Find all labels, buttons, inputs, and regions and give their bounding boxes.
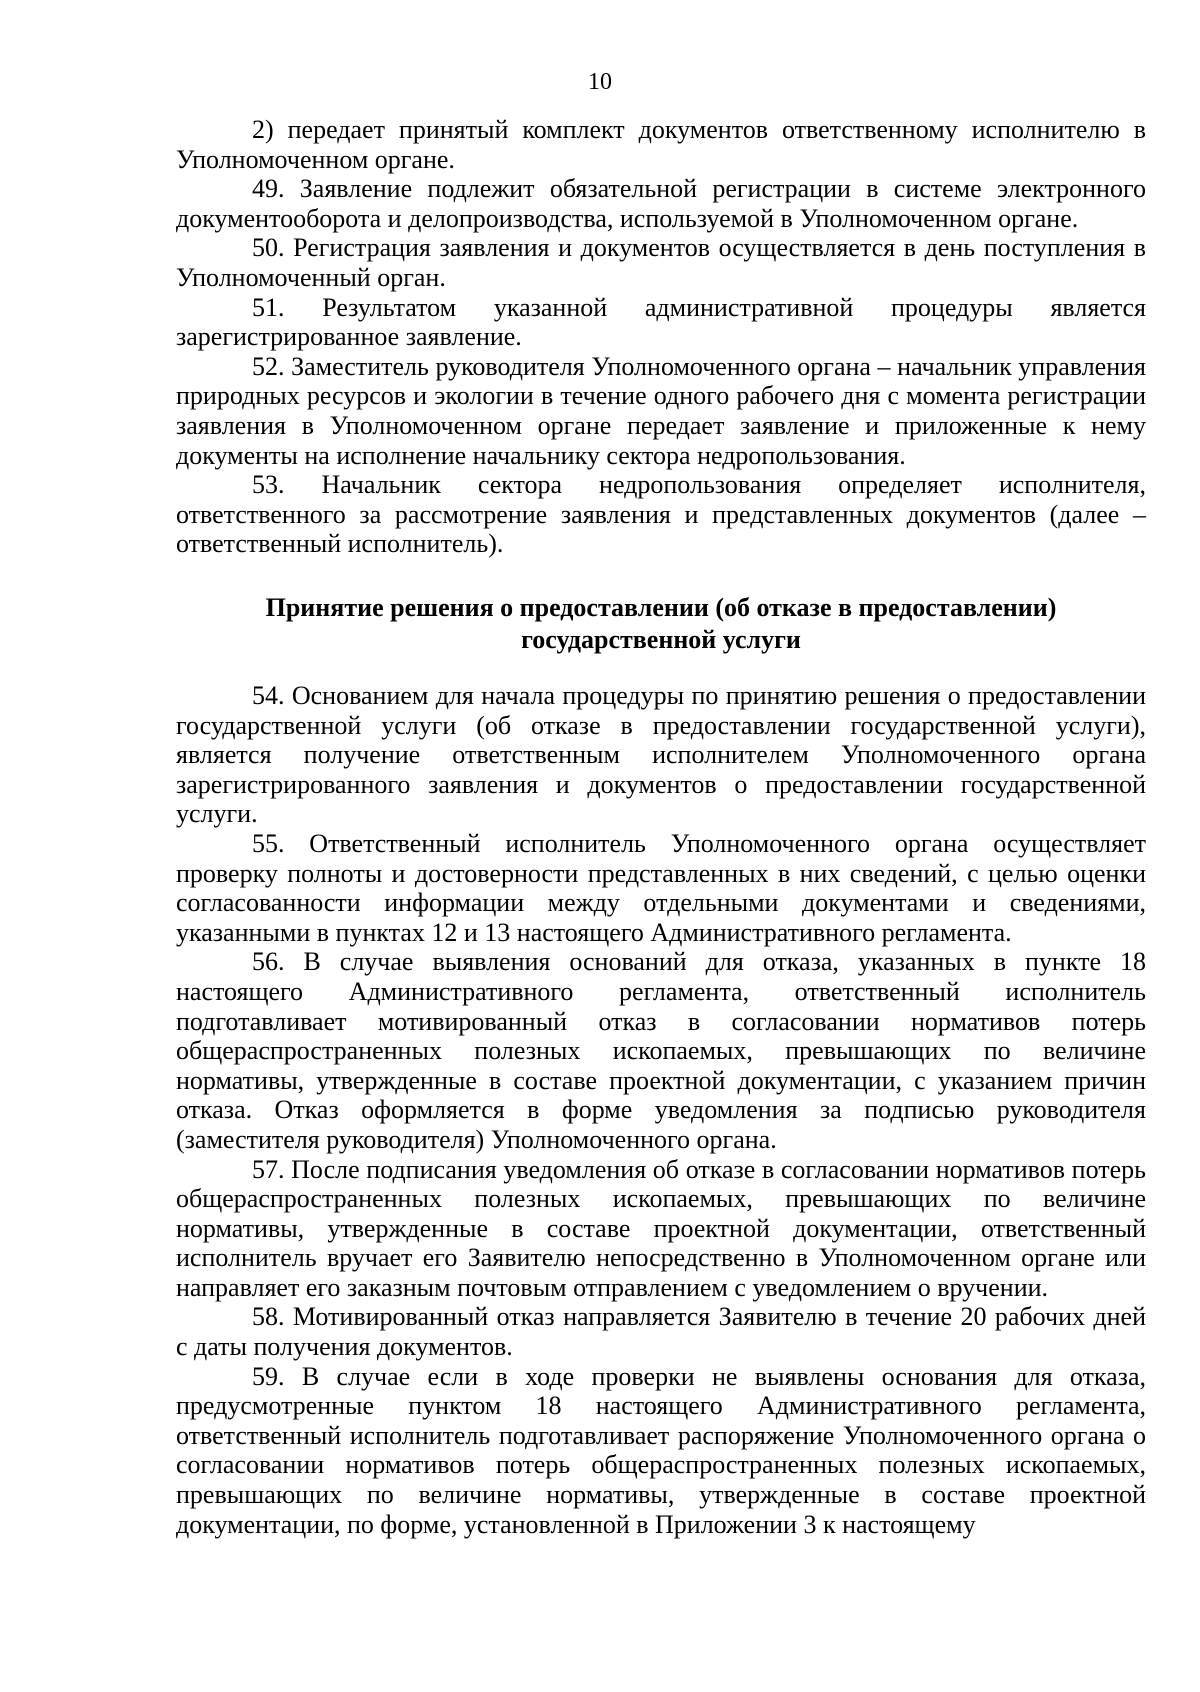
- paragraph-50: 50. Регистрация заявления и документов осуществляется в день поступления в Уполномоченный орган.: [176, 233, 1146, 292]
- paragraph-49: 49. Заявление подлежит обязательной регистрации в системе электронного документооборота и делопроизводства, используемой в Уполномоченном органе.: [176, 174, 1146, 233]
- paragraph-53: 53. Начальник сектора недропользования определяет исполнителя, ответственного за рассмотрение заявления и представленных документов (далее – ответственный исполнитель).: [176, 470, 1146, 559]
- section-heading-line-2: государственной услуги: [521, 625, 801, 654]
- paragraph-51: 51. Результатом указанной административной процедуры является зарегистрированное заявление.: [176, 292, 1146, 352]
- paragraph-item-2: 2) передает принятый комплект документов ответственному исполнителю в Уполномоченном органе.: [176, 115, 1146, 174]
- text-block-decision: [176, 681, 1146, 1539]
- paragraph-54: 54. Основанием для начала процедуры по принятию решения о предоставлении государственной услуги (об отказе в предоставлении государственной услуги), является получение ответственным исполнителем Уполномоченного органа зарегистрированного заявления и документов о предоставлении государственной услуги.: [176, 681, 1146, 829]
- paragraph-59: 59. В случае если в ходе проверки не выявлены основания для отказа, предусмотренные пунктом 18 настоящего Административного регламента, ответственный исполнитель подготавливает распоряжение Уполномоченного органа о согласовании нормативов потерь общераспространенных полезных ископаемых, превышающих по величине нормативы, утвержденные в составе проектной документации, по форме, установленной в Приложении 3 к настоящему: [176, 1361, 1146, 1539]
- section-heading-line-1: Принятие решения о предоставлении (об отказе в предоставлении): [265, 593, 1057, 622]
- section-heading: [176, 592, 1146, 656]
- paragraph-52: 52. Заместитель руководителя Уполномоченного органа – начальник управления природных ресурсов и экологии в течение одного рабочего дня с момента регистрации заявления в Уполномоченном органе передает заявление и приложенные к нему документы на исполнение начальнику сектора недропользования.: [176, 351, 1146, 470]
- paragraph-55: 55. Ответственный исполнитель Уполномоченного органа осуществляет проверку полноты и достоверности представленных в них сведений, с целью оценки согласованности информации между отдельными документами и сведениями, указанными в пунктах 12 и 13 настоящего Административного регламента.: [176, 828, 1146, 947]
- paragraph-56: 56. В случае выявления оснований для отказа, указанных в пункте 18 настоящего Административного регламента, ответственный исполнитель подготавливает мотивированный отказ в согласовании нормативов потерь общераспространенных полезных ископаемых, превышающих по величине нормативы, утвержденные в составе проектной документации, с указанием причин отказа. Отказ оформляется в форме уведомления за подписью руководителя (заместителя руководителя) Уполномоченного органа.: [176, 947, 1146, 1154]
- page-number: 10: [588, 69, 612, 95]
- paragraph-57: 57. После подписания уведомления об отказе в согласовании нормативов потерь общераспространенных полезных ископаемых, превышающих по величине нормативы, утвержденные в составе проектной документации, ответственный исполнитель вручает его Заявителю непосредственно в Уполномоченном органе или направляет его заказным почтовым отправлением с уведомлением о вручении.: [176, 1154, 1146, 1302]
- paragraph-58: 58. Мотивированный отказ направляется Заявителю в течение 20 рабочих дней с даты получения документов.: [176, 1302, 1146, 1362]
- text-block-procedures-registration: [176, 115, 1146, 559]
